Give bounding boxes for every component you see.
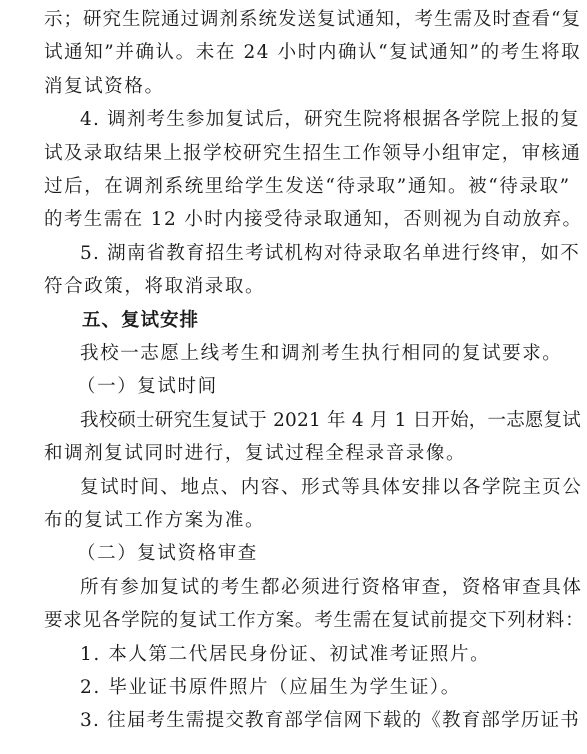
paragraph-line: 我校硕士研究生复试于 2021 年 4 月 1 日开始，一志愿复试 [80,409,582,431]
paragraph-line: 符合政策，将取消录取。 [44,276,266,298]
paragraph-line: 和调剂复试同时进行，复试过程全程录音录像。 [44,443,467,465]
paragraph-line: 4. 调剂考生参加复试后，研究生院将根据各学院上报的复 [80,109,580,131]
paragraph-line: 示；研究生院通过调剂系统发送复试通知，考生需及时查看“复 [44,9,581,30]
paragraph-line: 消复试资格。 [44,75,165,97]
list-item: 3. 往届考生需提交教育部学信网下载的《教育部学历证书 [80,710,580,732]
paragraph-line: 布的复试工作方案为准。 [44,510,266,531]
subsection-heading: （一）复试时间 [77,376,218,398]
paragraph-line: 要求见各学院的复试工作方案。考生需在复试前提交下列材料： [44,610,585,632]
paragraph-line: 复试时间、地点、内容、形式等具体安排以各学院主页公 [80,476,583,498]
list-item: 2. 毕业证书原件照片（应届生为学生证）。 [80,677,461,698]
section-heading: 五、复试安排 [82,309,200,331]
paragraph-line: 的考生需在 12 小时内接受待录取通知，否则视为自动放弃。 [44,209,583,231]
subsection-heading: （二）复试资格审查 [77,543,258,565]
paragraph-line: 所有参加复试的考生都必须进行资格审查，资格审查具体 [80,576,583,598]
list-item: 1. 本人第二代居民身份证、初试准考证照片。 [80,643,491,665]
paragraph-line: 过后，在调剂系统里给学生发送“待录取”通知。被“待录取” [44,176,571,197]
paragraph-line: 试通知”并确认。未在 24 小时内确认“复试通知”的考生将取 [44,42,582,64]
paragraph-line: 5. 湖南省教育招生考试机构对待录取名单进行终审，如不 [80,242,580,264]
paragraph-line: 试及录取结果上报学校研究生招生工作领导小组审定，审核通 [44,142,582,164]
paragraph-line: 我校一志愿上线考生和调剂考生执行相同的复试要求。 [80,343,563,364]
